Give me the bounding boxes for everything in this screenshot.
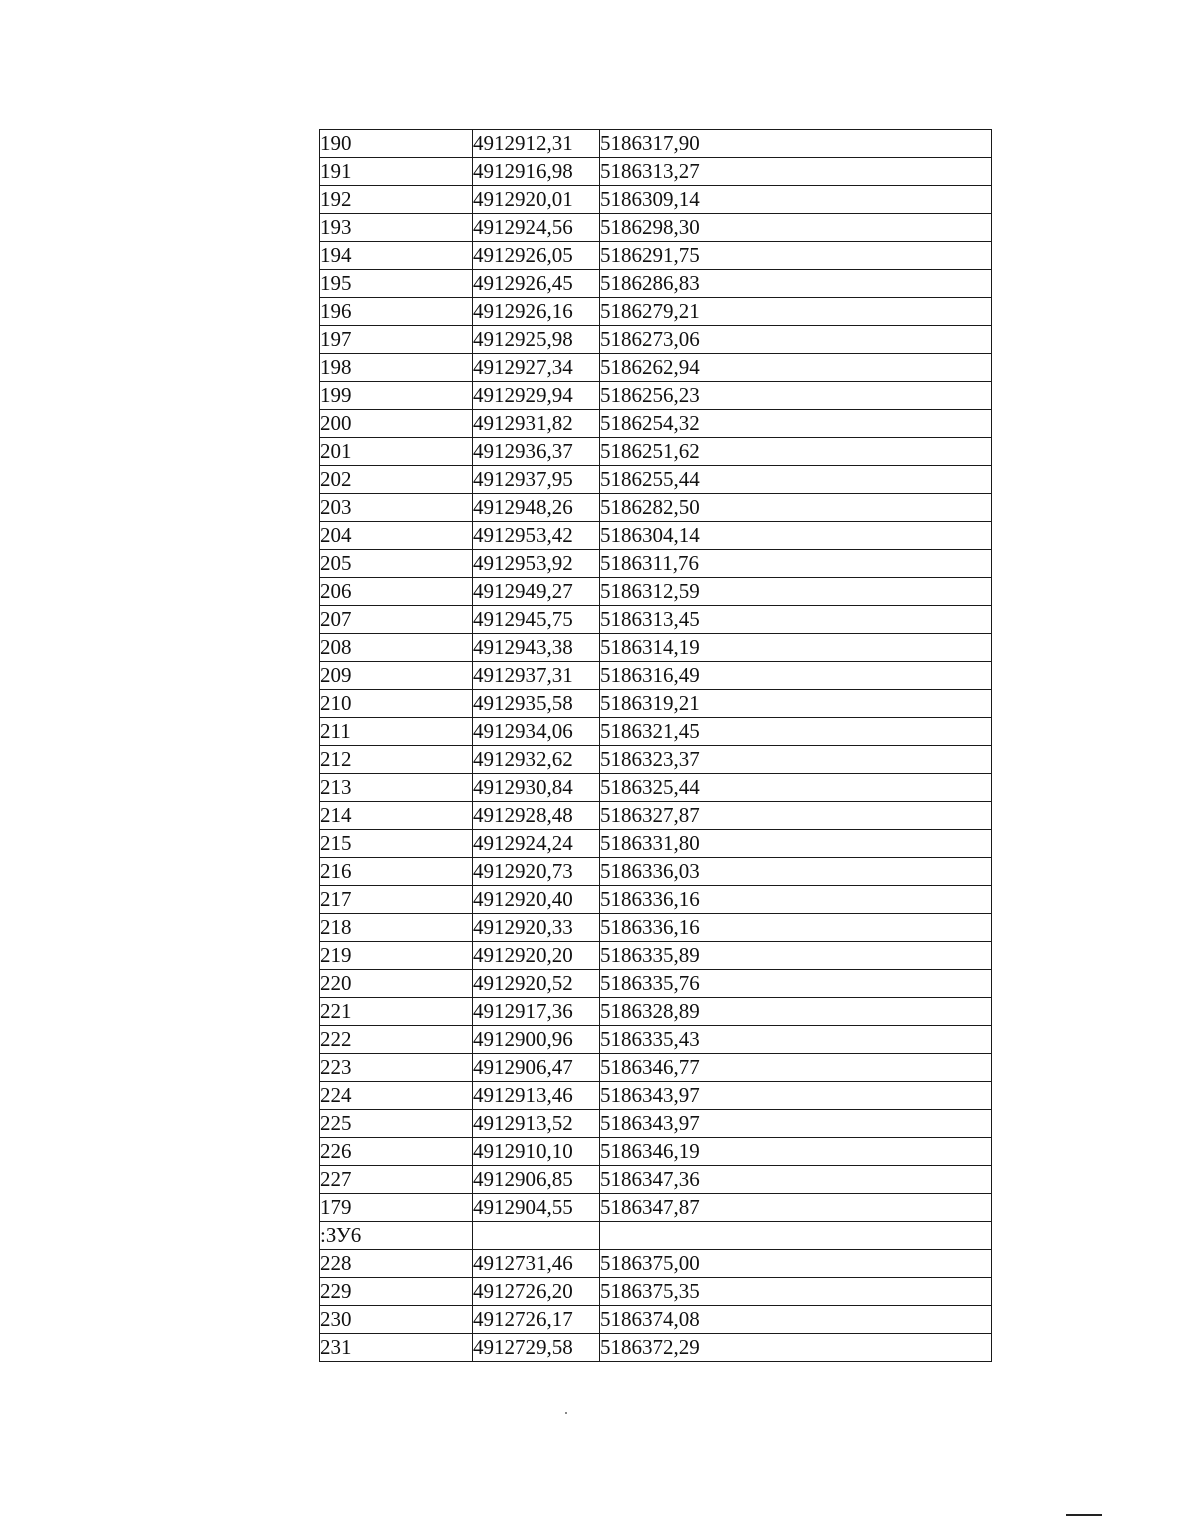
y-coordinate-cell: 5186291,75 xyxy=(600,242,992,270)
point-number-cell: 230 xyxy=(320,1306,473,1334)
point-number-cell: 214 xyxy=(320,802,473,830)
x-coordinate-cell: 4912912,31 xyxy=(473,130,600,158)
point-number-cell: 196 xyxy=(320,298,473,326)
point-number-cell: 224 xyxy=(320,1082,473,1110)
x-coordinate-cell: 4912920,52 xyxy=(473,970,600,998)
point-number-cell: 209 xyxy=(320,662,473,690)
x-coordinate-cell: 4912948,26 xyxy=(473,494,600,522)
x-coordinate-cell: 4912945,75 xyxy=(473,606,600,634)
table-row xyxy=(320,718,992,746)
x-coordinate-cell: 4912726,20 xyxy=(473,1278,600,1306)
point-number-cell: 211 xyxy=(320,718,473,746)
x-coordinate-cell: 4912953,92 xyxy=(473,550,600,578)
x-coordinate-cell: 4912929,94 xyxy=(473,382,600,410)
y-coordinate-cell: 5186313,27 xyxy=(600,158,992,186)
table-row xyxy=(320,858,992,886)
point-number-cell: 198 xyxy=(320,354,473,382)
y-coordinate-cell: 5186336,16 xyxy=(600,914,992,942)
y-coordinate-cell: 5186335,43 xyxy=(600,1026,992,1054)
y-coordinate-cell: 5186311,76 xyxy=(600,550,992,578)
x-coordinate-cell: 4912935,58 xyxy=(473,690,600,718)
point-number-cell: 222 xyxy=(320,1026,473,1054)
point-number-cell: 219 xyxy=(320,942,473,970)
x-coordinate-cell: 4912937,95 xyxy=(473,466,600,494)
table-row xyxy=(320,494,992,522)
point-number-cell: 215 xyxy=(320,830,473,858)
y-coordinate-cell: 5186323,37 xyxy=(600,746,992,774)
y-coordinate-cell: 5186375,35 xyxy=(600,1278,992,1306)
coordinates-table-body xyxy=(320,130,992,1362)
table-row xyxy=(320,690,992,718)
point-number-cell: 226 xyxy=(320,1138,473,1166)
y-coordinate-cell: 5186262,94 xyxy=(600,354,992,382)
x-coordinate-cell: 4912936,37 xyxy=(473,438,600,466)
y-coordinate-cell: 5186309,14 xyxy=(600,186,992,214)
y-coordinate-cell: 5186335,89 xyxy=(600,942,992,970)
y-coordinate-cell: 5186314,19 xyxy=(600,634,992,662)
x-coordinate-cell: 4912913,52 xyxy=(473,1110,600,1138)
point-number-cell: 203 xyxy=(320,494,473,522)
x-coordinate-cell: 4912943,38 xyxy=(473,634,600,662)
table-row xyxy=(320,242,992,270)
x-coordinate-cell: 4912920,33 xyxy=(473,914,600,942)
table-row xyxy=(320,886,992,914)
table-row xyxy=(320,802,992,830)
table-row xyxy=(320,774,992,802)
y-coordinate-cell xyxy=(600,1222,992,1250)
table-row xyxy=(320,1110,992,1138)
table-row xyxy=(320,298,992,326)
point-number-cell: 216 xyxy=(320,858,473,886)
point-number-cell: 228 xyxy=(320,1250,473,1278)
coordinates-table xyxy=(319,129,992,1362)
x-coordinate-cell: 4912925,98 xyxy=(473,326,600,354)
point-number-cell: 205 xyxy=(320,550,473,578)
table-row xyxy=(320,578,992,606)
table-row xyxy=(320,1278,992,1306)
x-coordinate-cell: 4912930,84 xyxy=(473,774,600,802)
x-coordinate-cell: 4912917,36 xyxy=(473,998,600,1026)
point-number-cell: 220 xyxy=(320,970,473,998)
x-coordinate-cell: 4912927,34 xyxy=(473,354,600,382)
point-number-cell: 213 xyxy=(320,774,473,802)
x-coordinate-cell: 4912926,05 xyxy=(473,242,600,270)
table-row xyxy=(320,942,992,970)
table-row xyxy=(320,1166,992,1194)
x-coordinate-cell: 4912932,62 xyxy=(473,746,600,774)
point-number-cell: 208 xyxy=(320,634,473,662)
table-row xyxy=(320,1054,992,1082)
table-row xyxy=(320,326,992,354)
x-coordinate-cell: 4912920,73 xyxy=(473,858,600,886)
point-number-cell: 206 xyxy=(320,578,473,606)
table-row xyxy=(320,1250,992,1278)
x-coordinate-cell: 4912906,47 xyxy=(473,1054,600,1082)
point-number-cell: 179 xyxy=(320,1194,473,1222)
point-number-cell: 199 xyxy=(320,382,473,410)
y-coordinate-cell: 5186374,08 xyxy=(600,1306,992,1334)
section-row xyxy=(320,1222,992,1250)
table-row xyxy=(320,998,992,1026)
x-coordinate-cell: 4912928,48 xyxy=(473,802,600,830)
table-row xyxy=(320,1138,992,1166)
y-coordinate-cell: 5186251,62 xyxy=(600,438,992,466)
scan-speck xyxy=(565,1412,567,1414)
y-coordinate-cell: 5186316,49 xyxy=(600,662,992,690)
x-coordinate-cell: 4912953,42 xyxy=(473,522,600,550)
y-coordinate-cell: 5186319,21 xyxy=(600,690,992,718)
point-number-cell: 217 xyxy=(320,886,473,914)
x-coordinate-cell: 4912924,24 xyxy=(473,830,600,858)
section-label: :ЗУ6 xyxy=(320,1222,473,1250)
table-row xyxy=(320,522,992,550)
table-row xyxy=(320,270,992,298)
point-number-cell: 200 xyxy=(320,410,473,438)
point-number-cell: 190 xyxy=(320,130,473,158)
point-number-cell: 223 xyxy=(320,1054,473,1082)
table-row xyxy=(320,158,992,186)
y-coordinate-cell: 5186282,50 xyxy=(600,494,992,522)
y-coordinate-cell: 5186273,06 xyxy=(600,326,992,354)
x-coordinate-cell: 4912937,31 xyxy=(473,662,600,690)
table-row xyxy=(320,1334,992,1362)
x-coordinate-cell: 4912900,96 xyxy=(473,1026,600,1054)
table-row xyxy=(320,466,992,494)
y-coordinate-cell: 5186317,90 xyxy=(600,130,992,158)
x-coordinate-cell: 4912910,10 xyxy=(473,1138,600,1166)
y-coordinate-cell: 5186254,32 xyxy=(600,410,992,438)
y-coordinate-cell: 5186312,59 xyxy=(600,578,992,606)
y-coordinate-cell: 5186313,45 xyxy=(600,606,992,634)
y-coordinate-cell: 5186331,80 xyxy=(600,830,992,858)
point-number-cell: 218 xyxy=(320,914,473,942)
point-number-cell: 225 xyxy=(320,1110,473,1138)
table-row xyxy=(320,1082,992,1110)
point-number-cell: 191 xyxy=(320,158,473,186)
y-coordinate-cell: 5186347,87 xyxy=(600,1194,992,1222)
table-row xyxy=(320,830,992,858)
table-row xyxy=(320,186,992,214)
y-coordinate-cell: 5186286,83 xyxy=(600,270,992,298)
table-row xyxy=(320,354,992,382)
table-row xyxy=(320,970,992,998)
y-coordinate-cell: 5186327,87 xyxy=(600,802,992,830)
x-coordinate-cell: 4912924,56 xyxy=(473,214,600,242)
x-coordinate-cell: 4912926,45 xyxy=(473,270,600,298)
x-coordinate-cell: 4912904,55 xyxy=(473,1194,600,1222)
table-row xyxy=(320,438,992,466)
point-number-cell: 231 xyxy=(320,1334,473,1362)
point-number-cell: 194 xyxy=(320,242,473,270)
x-coordinate-cell xyxy=(473,1222,600,1250)
y-coordinate-cell: 5186256,23 xyxy=(600,382,992,410)
x-coordinate-cell: 4912731,46 xyxy=(473,1250,600,1278)
y-coordinate-cell: 5186304,14 xyxy=(600,522,992,550)
table-row xyxy=(320,1026,992,1054)
scan-dash-mark xyxy=(1066,1514,1102,1516)
y-coordinate-cell: 5186335,76 xyxy=(600,970,992,998)
x-coordinate-cell: 4912931,82 xyxy=(473,410,600,438)
x-coordinate-cell: 4912729,58 xyxy=(473,1334,600,1362)
x-coordinate-cell: 4912916,98 xyxy=(473,158,600,186)
point-number-cell: 195 xyxy=(320,270,473,298)
y-coordinate-cell: 5186328,89 xyxy=(600,998,992,1026)
table-row xyxy=(320,1306,992,1334)
table-row xyxy=(320,1194,992,1222)
x-coordinate-cell: 4912920,20 xyxy=(473,942,600,970)
x-coordinate-cell: 4912906,85 xyxy=(473,1166,600,1194)
table-row xyxy=(320,746,992,774)
x-coordinate-cell: 4912913,46 xyxy=(473,1082,600,1110)
x-coordinate-cell: 4912949,27 xyxy=(473,578,600,606)
y-coordinate-cell: 5186336,16 xyxy=(600,886,992,914)
y-coordinate-cell: 5186343,97 xyxy=(600,1082,992,1110)
point-number-cell: 210 xyxy=(320,690,473,718)
point-number-cell: 212 xyxy=(320,746,473,774)
y-coordinate-cell: 5186298,30 xyxy=(600,214,992,242)
point-number-cell: 202 xyxy=(320,466,473,494)
y-coordinate-cell: 5186343,97 xyxy=(600,1110,992,1138)
table-row xyxy=(320,550,992,578)
y-coordinate-cell: 5186255,44 xyxy=(600,466,992,494)
point-number-cell: 193 xyxy=(320,214,473,242)
x-coordinate-cell: 4912920,40 xyxy=(473,886,600,914)
x-coordinate-cell: 4912726,17 xyxy=(473,1306,600,1334)
point-number-cell: 229 xyxy=(320,1278,473,1306)
point-number-cell: 192 xyxy=(320,186,473,214)
table-row xyxy=(320,130,992,158)
y-coordinate-cell: 5186347,36 xyxy=(600,1166,992,1194)
table-row xyxy=(320,914,992,942)
table-row xyxy=(320,634,992,662)
x-coordinate-cell: 4912926,16 xyxy=(473,298,600,326)
table-row xyxy=(320,662,992,690)
y-coordinate-cell: 5186346,19 xyxy=(600,1138,992,1166)
table-row xyxy=(320,410,992,438)
table-row xyxy=(320,606,992,634)
x-coordinate-cell: 4912920,01 xyxy=(473,186,600,214)
y-coordinate-cell: 5186372,29 xyxy=(600,1334,992,1362)
point-number-cell: 221 xyxy=(320,998,473,1026)
y-coordinate-cell: 5186279,21 xyxy=(600,298,992,326)
x-coordinate-cell: 4912934,06 xyxy=(473,718,600,746)
point-number-cell: 197 xyxy=(320,326,473,354)
point-number-cell: 227 xyxy=(320,1166,473,1194)
y-coordinate-cell: 5186375,00 xyxy=(600,1250,992,1278)
table-row xyxy=(320,382,992,410)
y-coordinate-cell: 5186325,44 xyxy=(600,774,992,802)
y-coordinate-cell: 5186321,45 xyxy=(600,718,992,746)
point-number-cell: 201 xyxy=(320,438,473,466)
point-number-cell: 204 xyxy=(320,522,473,550)
y-coordinate-cell: 5186346,77 xyxy=(600,1054,992,1082)
table-row xyxy=(320,214,992,242)
point-number-cell: 207 xyxy=(320,606,473,634)
y-coordinate-cell: 5186336,03 xyxy=(600,858,992,886)
